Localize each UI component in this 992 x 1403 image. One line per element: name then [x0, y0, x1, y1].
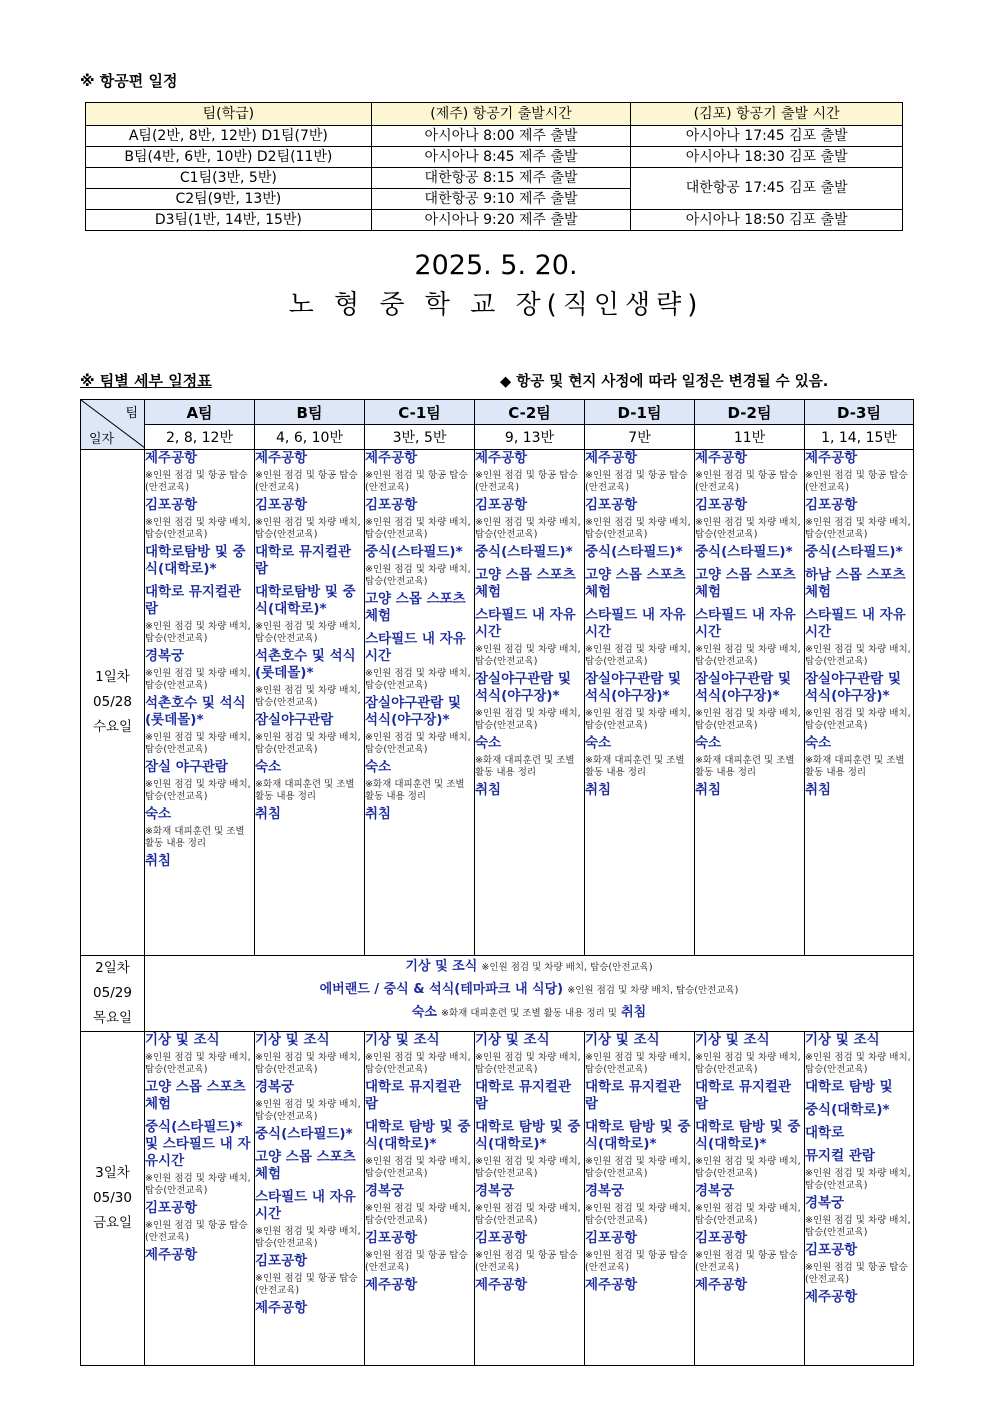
schedule-item: 제주공항 [365, 450, 418, 466]
schedule-note: ※인원 점검 및 차량 배치, 탑승(안전교육) [695, 644, 801, 667]
schedule-item: 숙소 [805, 735, 832, 751]
day-label: 2일차 [95, 960, 130, 976]
team-header: C-2팀 [475, 400, 585, 425]
school-signature: 노 형 중 학 교 장(직인생략) [288, 290, 704, 320]
schedule-item: 중식(스타필드)* 및 스타필드 내 자유시간 [145, 1119, 251, 1169]
flight-row [86, 147, 903, 168]
schedule-note: ※인원 점검 및 차량 배치, 탑승(안전교육) [695, 708, 801, 731]
item-spacer [255, 823, 364, 829]
schedule-note: ※인원 점검 및 항공 탑승(안전교육) [805, 470, 908, 493]
schedule-note: ※인원 점검 및 차량 배치, 탑승(안전교육) [585, 517, 691, 540]
schedule-item: 기상 및 조식 [585, 1032, 660, 1048]
day2-plan: 에버랜드 / 중식 & 석식(테마파크 내 식당) [319, 982, 564, 997]
item-spacer [475, 799, 584, 805]
schedule-note: ※화재 대피훈련 및 조별 활동 내용 정리 [585, 755, 685, 778]
schedule-item: 석촌호수 및 석식(롯데몰)* [145, 695, 246, 728]
schedule-item: 대학로 뮤지컬관람 [475, 1079, 571, 1112]
schedule-note: ※인원 점검 및 차량 배치, 탑승(안전교육) [475, 1156, 581, 1179]
item-spacer [585, 1294, 694, 1300]
item-spacer [145, 870, 254, 876]
team-classes: 1, 14, 15반 [805, 425, 914, 450]
schedule-item: 제주공항 [695, 450, 748, 466]
schedule-note: ※인원 점검 및 항공 탑승(안전교육) [145, 1220, 248, 1243]
schedule-item: 취침 [585, 782, 612, 798]
schedule-note: ※인원 점검 및 차량 배치, 탑승(안전교육) [145, 1173, 251, 1196]
day2-note: ※인원 점검 및 차량 배치, 탑승(안전교육) [481, 962, 653, 973]
day1-team-cell [695, 450, 805, 956]
document-date: 2025. 5. 20. [414, 250, 578, 281]
day2-plan: 숙소 [411, 1005, 437, 1020]
schedule-item: 대학로탐방 및 중식(대학로)* [145, 544, 246, 577]
schedule-item: 고양 스몹 스포츠체험 [695, 567, 796, 600]
schedule-note: ※인원 점검 및 항공 탑승(안전교육) [365, 1250, 468, 1273]
schedule-note: ※인원 점검 및 차량 배치, 탑승(안전교육) [585, 1052, 691, 1075]
schedule-item: 제주공항 [365, 1277, 418, 1293]
day2-note: ※화재 대피훈련 및 조별 활동 내용 정리 및 [441, 1008, 617, 1019]
schedule-note: ※화재 대피훈련 및 조별 활동 내용 정리 [365, 779, 465, 802]
schedule-note: ※인원 점검 및 차량 배치, 탑승(안전교육) [365, 732, 471, 755]
schedule-note: ※인원 점검 및 항공 탑승(안전교육) [805, 1262, 908, 1285]
schedule-item: 기상 및 조식 [805, 1032, 880, 1048]
day1-team-cell [585, 450, 695, 956]
schedule-item: 뮤지컬 관람 [805, 1148, 875, 1164]
item-spacer [145, 1264, 254, 1270]
flight-table [85, 102, 903, 231]
schedule-item: 제주공항 [145, 450, 198, 466]
flight-departure: 대한항공 9:10 제주 출발 [371, 189, 631, 210]
schedule-note: ※인원 점검 및 항공 탑승(안전교육) [695, 1250, 798, 1273]
schedule-item: 대학로 [805, 1125, 845, 1141]
flight-row [86, 168, 903, 189]
corner-cell [81, 400, 145, 450]
flight-header-row [86, 103, 903, 126]
day3-team-cell [695, 1032, 805, 1366]
day1-team-cell [805, 450, 914, 956]
schedule-item: 취침 [365, 806, 392, 822]
schedule-item: 대학로 뮤지컬관람 [145, 584, 241, 617]
schedule-note: ※인원 점검 및 항공 탑승(안전교육) [585, 470, 688, 493]
schedule-item: 김포공항 [475, 1230, 528, 1246]
schedule-note: ※인원 점검 및 항공 탑승(안전교육) [475, 1250, 578, 1273]
flight-section-title: ※ 항공편 일정 [80, 72, 178, 90]
item-spacer [475, 1294, 584, 1300]
day2-label-cell [81, 956, 145, 1032]
schedule-note: ※인원 점검 및 차량 배치, 탑승(안전교육) [365, 668, 471, 691]
schedule-item: 잠실야구관람 및 석식(야구장)* [475, 671, 571, 704]
schedule-note: ※화재 대피훈련 및 조별 활동 내용 정리 [255, 779, 355, 802]
flight-return: 아시아나 17:45 김포 출발 [631, 126, 903, 147]
change-notice: ◆ 항공 및 현지 사정에 따라 일정은 변경될 수 있음. [500, 374, 829, 390]
flight-departure: 아시아나 9:20 제주 출발 [371, 210, 631, 231]
schedule-item: 잠실야구관람 및 석식(야구장)* [695, 671, 791, 704]
schedule-item: 제주공항 [695, 1277, 748, 1293]
schedule-item: 스타필드 내 자유시간 [805, 607, 906, 640]
schedule-item: 잠실야구관람 및 석식(야구장)* [585, 671, 681, 704]
schedule-item: 대학로 탐방 및 중식(대학로)* [365, 1119, 471, 1152]
corner-team-label: 팀 [125, 406, 138, 421]
schedule-item: 대학로 뮤지컬관람 [585, 1079, 681, 1112]
day-date: 05/29 [93, 985, 132, 1001]
schedule-item: 김포공항 [365, 1230, 418, 1246]
schedule-item: 중식(대학로)* [805, 1102, 890, 1118]
team-header: B팀 [255, 400, 365, 425]
schedule-item: 김포공항 [145, 1200, 198, 1216]
day3-team-cell [145, 1032, 255, 1366]
flight-departure: 대한항공 8:15 제주 출발 [371, 168, 631, 189]
schedule-item: 대학로 탐방 및 중식(대학로)* [475, 1119, 581, 1152]
schedule-item: 제주공항 [585, 450, 638, 466]
schedule-item: 김포공항 [805, 497, 858, 513]
schedule-item: 고양 스몹 스포츠체험 [365, 591, 466, 624]
team-header: C-1팀 [365, 400, 475, 425]
day2-line [145, 979, 913, 1002]
schedule-note: ※인원 점검 및 차량 배치, 탑승(안전교육) [585, 708, 691, 731]
schedule-note: ※인원 점검 및 차량 배치, 탑승(안전교육) [365, 1156, 471, 1179]
schedule-note: ※인원 점검 및 차량 배치, 탑승(안전교육) [255, 685, 361, 708]
flight-departure: 아시아나 8:45 제주 출발 [371, 147, 631, 168]
schedule-note: ※인원 점검 및 차량 배치, 탑승(안전교육) [805, 644, 911, 667]
schedule-item: 기상 및 조식 [365, 1032, 440, 1048]
schedule-note: ※인원 점검 및 차량 배치, 탑승(안전교육) [145, 779, 251, 802]
team-classes: 4, 6, 10반 [255, 425, 365, 450]
day1-team-cell [255, 450, 365, 956]
schedule-item: 잠실 야구관람 [145, 759, 228, 775]
team-classes: 7반 [585, 425, 695, 450]
flight-header-team: 팀(학급) [86, 103, 372, 126]
schedule-note: ※인원 점검 및 항공 탑승(안전교육) [255, 1273, 358, 1296]
corner-day-label: 일자 [89, 432, 115, 447]
schedule-item: 스타필드 내 자유시간 [475, 607, 576, 640]
schedule-item: 취침 [805, 782, 832, 798]
schedule-item: 취침 [255, 806, 282, 822]
schedule-item: 대학로 뮤지컬관람 [695, 1079, 791, 1112]
schedule-note: ※인원 점검 및 항공 탑승(안전교육) [475, 470, 578, 493]
day1-team-cell [145, 450, 255, 956]
schedule-item: 경복궁 [255, 1079, 295, 1095]
schedule-item: 김포공항 [255, 1253, 308, 1269]
day-weekday: 수요일 [92, 719, 133, 735]
day3-label-cell [81, 1032, 145, 1366]
item-spacer [585, 799, 694, 805]
day-weekday: 목요일 [92, 1010, 133, 1026]
schedule-item: 기상 및 조식 [145, 1032, 220, 1048]
team-classes: 3반, 5반 [365, 425, 475, 450]
schedule-item: 제주공항 [145, 1247, 198, 1263]
schedule-note: ※인원 점검 및 차량 배치, 탑승(안전교육) [475, 1052, 581, 1075]
schedule-item: 고양 스몹 스포츠체험 [145, 1079, 246, 1112]
schedule-item: 스타필드 내 자유시간 [365, 631, 466, 664]
schedule-item: 대학로 탐방 및 중식(대학로)* [585, 1119, 691, 1152]
schedule-note: ※인원 점검 및 항공 탑승(안전교육) [585, 1250, 688, 1273]
schedule-note: ※인원 점검 및 항공 탑승(안전교육) [145, 470, 248, 493]
schedule-note: ※인원 점검 및 차량 배치, 탑승(안전교육) [475, 517, 581, 540]
day-label: 3일차 [95, 1165, 130, 1181]
schedule-note: ※인원 점검 및 차량 배치, 탑승(안전교육) [255, 621, 361, 644]
schedule-note: ※인원 점검 및 차량 배치, 탑승(안전교육) [585, 1203, 691, 1226]
schedule-item: 숙소 [145, 806, 172, 822]
schedule-note: ※화재 대피훈련 및 조별 활동 내용 정리 [145, 826, 245, 849]
schedule-item: 대학로 뮤지컬관람 [365, 1079, 461, 1112]
team-header: A팀 [145, 400, 255, 425]
schedule-item: 김포공항 [695, 1230, 748, 1246]
schedule-note: ※화재 대피훈련 및 조별 활동 내용 정리 [695, 755, 795, 778]
flight-team: C2팀(9반, 13반) [86, 189, 372, 210]
schedule-item: 중식(스타필드)* [255, 1126, 353, 1142]
schedule-note: ※인원 점검 및 차량 배치, 탑승(안전교육) [255, 732, 361, 755]
flight-team: D3팀(1반, 14반, 15반) [86, 210, 372, 231]
schedule-note: ※인원 점검 및 차량 배치, 탑승(안전교육) [695, 1052, 801, 1075]
schedule-note: ※인원 점검 및 차량 배치, 탑승(안전교육) [805, 1052, 911, 1075]
flight-row [86, 210, 903, 231]
team-header: D-2팀 [695, 400, 805, 425]
schedule-note: ※인원 점검 및 차량 배치, 탑승(안전교육) [695, 1203, 801, 1226]
schedule-item: 고양 스몹 스포츠체험 [255, 1149, 356, 1182]
day2-note: ※인원 점검 및 차량 배치, 탑승(안전교육) [567, 985, 739, 996]
schedule-note: ※인원 점검 및 차량 배치, 탑승(안전교육) [695, 517, 801, 540]
schedule-note: ※인원 점검 및 항공 탑승(안전교육) [365, 470, 468, 493]
schedule-item: 기상 및 조식 [255, 1032, 330, 1048]
detail-section-title: ※ 팀별 세부 일정표 [80, 372, 212, 390]
schedule-note: ※인원 점검 및 차량 배치, 탑승(안전교육) [585, 644, 691, 667]
schedule-item: 김포공항 [805, 1242, 858, 1258]
day-date: 05/28 [93, 694, 132, 710]
item-spacer [695, 1294, 804, 1300]
schedule-note: ※인원 점검 및 차량 배치, 탑승(안전교육) [365, 1203, 471, 1226]
schedule-item: 제주공항 [475, 1277, 528, 1293]
day3-team-cell [365, 1032, 475, 1366]
schedule-item: 하남 스몹 스포츠체험 [805, 567, 906, 600]
team-header: D-3팀 [805, 400, 914, 425]
item-spacer [365, 1294, 474, 1300]
schedule-item: 잠실야구관람 [255, 712, 334, 728]
schedule-item: 경복궁 [145, 648, 185, 664]
schedule-item: 제주공항 [585, 1277, 638, 1293]
schedule-item: 숙소 [585, 735, 612, 751]
schedule-note: ※인원 점검 및 항공 탑승(안전교육) [255, 470, 358, 493]
schedule-item: 대학로 탐방 및 중식(대학로)* [695, 1119, 801, 1152]
day3-team-cell [255, 1032, 365, 1366]
schedule-item: 제주공항 [255, 1300, 308, 1316]
schedule-note: ※화재 대피훈련 및 조별 활동 내용 정리 [475, 755, 575, 778]
schedule-note: ※인원 점검 및 차량 배치, 탑승(안전교육) [145, 1052, 251, 1075]
day3-team-cell [805, 1032, 914, 1366]
schedule-note: ※인원 점검 및 차량 배치, 탑승(안전교육) [365, 564, 471, 587]
schedule-item: 취침 [475, 782, 502, 798]
schedule-item: 대학로탐방 및 중식(대학로)* [255, 584, 356, 617]
schedule-note: ※인원 점검 및 차량 배치, 탑승(안전교육) [695, 1156, 801, 1179]
day1-team-cell [365, 450, 475, 956]
day1-team-cell [475, 450, 585, 956]
schedule-note: ※인원 점검 및 차량 배치, 탑승(안전교육) [805, 1168, 911, 1191]
day3-row [81, 1032, 914, 1366]
team-header: D-1팀 [585, 400, 695, 425]
day2-common-schedule [145, 956, 914, 1032]
schedule-item: 경복궁 [475, 1183, 515, 1199]
schedule-note: ※인원 점검 및 차량 배치, 탑승(안전교육) [255, 1099, 361, 1122]
schedule-item: 취침 [695, 782, 722, 798]
schedule-item: 경복궁 [585, 1183, 625, 1199]
day-label: 1일차 [95, 669, 130, 685]
item-spacer [805, 1306, 913, 1312]
schedule-note: ※인원 점검 및 차량 배치, 탑승(안전교육) [145, 668, 251, 691]
schedule-item: 대학로 뮤지컬관람 [255, 544, 351, 577]
flight-team: B팀(4반, 6반, 10반) D2팀(11반) [86, 147, 372, 168]
schedule-note: ※인원 점검 및 항공 탑승(안전교육) [695, 470, 798, 493]
schedule-note: ※인원 점검 및 차량 배치, 탑승(안전교육) [145, 732, 251, 755]
schedule-item: 제주공항 [805, 450, 858, 466]
schedule-item: 숙소 [695, 735, 722, 751]
schedule-item: 김포공항 [695, 497, 748, 513]
schedule-item: 숙소 [475, 735, 502, 751]
schedule-note: ※인원 점검 및 차량 배치, 탑승(안전교육) [145, 621, 251, 644]
day-weekday: 금요일 [92, 1215, 133, 1231]
schedule-note: ※인원 점검 및 차량 배치, 탑승(안전교육) [805, 1215, 911, 1238]
item-spacer [255, 1317, 364, 1323]
schedule-item: 기상 및 조식 [695, 1032, 770, 1048]
day2-plan: 기상 및 조식 [405, 959, 478, 974]
schedule-note: ※인원 점검 및 차량 배치, 탑승(안전교육) [475, 708, 581, 731]
schedule-item: 숙소 [365, 759, 392, 775]
schedule-item: 중식(스타필드)* [695, 544, 793, 560]
item-spacer [805, 799, 913, 805]
schedule-item: 잠실야구관람 및 석식(야구장)* [365, 695, 461, 728]
schedule-note: ※인원 점검 및 차량 배치, 탑승(안전교육) [255, 1052, 361, 1075]
schedule-item: 기상 및 조식 [475, 1032, 550, 1048]
schedule-item: 취침 [145, 853, 172, 869]
class-row [81, 425, 914, 450]
flight-return: 아시아나 18:30 김포 출발 [631, 147, 903, 168]
schedule-item: 스타필드 내 자유시간 [255, 1189, 356, 1222]
schedule-note: ※인원 점검 및 차량 배치, 탑승(안전교육) [805, 517, 911, 540]
schedule-item: 스타필드 내 자유시간 [585, 607, 686, 640]
schedule-note: ※화재 대피훈련 및 조별 활동 내용 정리 [805, 755, 905, 778]
schedule-note: ※인원 점검 및 차량 배치, 탑승(안전교육) [585, 1156, 691, 1179]
schedule-note: ※인원 점검 및 차량 배치, 탑승(안전교육) [365, 517, 471, 540]
schedule-item: 경복궁 [365, 1183, 405, 1199]
schedule-item: 김포공항 [255, 497, 308, 513]
flight-departure: 아시아나 8:00 제주 출발 [371, 126, 631, 147]
flight-header-return: (김포) 항공기 출발 시간 [631, 103, 903, 126]
day2-line [145, 956, 913, 979]
team-schedule-table [80, 399, 914, 1366]
day1-row [81, 450, 914, 956]
flight-team: A팀(2반, 8반, 12반) D1팀(7반) [86, 126, 372, 147]
flight-return: 대한항공 17:45 김포 출발 [631, 168, 903, 210]
schedule-item: 스타필드 내 자유시간 [695, 607, 796, 640]
schedule-note: ※인원 점검 및 차량 배치, 탑승(안전교육) [475, 1203, 581, 1226]
schedule-item: 제주공항 [805, 1289, 858, 1305]
schedule-item: 잠실야구관람 및 석식(야구장)* [805, 671, 901, 704]
team-classes: 11반 [695, 425, 805, 450]
schedule-note: ※인원 점검 및 차량 배치, 탑승(안전교육) [145, 517, 251, 540]
schedule-item: 김포공항 [145, 497, 198, 513]
schedule-item: 경복궁 [805, 1195, 845, 1211]
schedule-item: 고양 스몹 스포츠체험 [475, 567, 576, 600]
day2-row [81, 956, 914, 1032]
team-header-row [81, 400, 914, 425]
day1-label-cell [81, 450, 145, 956]
schedule-item: 김포공항 [475, 497, 528, 513]
day3-team-cell [475, 1032, 585, 1366]
flight-header-departure: (제주) 항공기 출발시간 [371, 103, 631, 126]
schedule-item: 김포공항 [365, 497, 418, 513]
schedule-item: 대학로 탐방 및 [805, 1079, 893, 1095]
schedule-item: 제주공항 [475, 450, 528, 466]
schedule-note: ※인원 점검 및 차량 배치, 탑승(안전교육) [255, 517, 361, 540]
item-spacer [365, 823, 474, 829]
schedule-note: ※인원 점검 및 차량 배치, 탑승(안전교육) [805, 708, 911, 731]
team-classes: 2, 8, 12반 [145, 425, 255, 450]
item-spacer [695, 799, 804, 805]
schedule-item: 중식(스타필드)* [475, 544, 573, 560]
schedule-item: 경복궁 [695, 1183, 735, 1199]
schedule-note: ※인원 점검 및 차량 배치, 탑승(안전교육) [365, 1052, 471, 1075]
schedule-item: 중식(스타필드)* [365, 544, 463, 560]
schedule-item: 제주공항 [255, 450, 308, 466]
schedule-item: 고양 스몹 스포츠체험 [585, 567, 686, 600]
day2-line [145, 1002, 913, 1025]
flight-team: C1팀(3반, 5반) [86, 168, 372, 189]
schedule-note: ※인원 점검 및 차량 배치, 탑승(안전교육) [475, 644, 581, 667]
schedule-item: 중식(스타필드)* [585, 544, 683, 560]
flight-row [86, 126, 903, 147]
schedule-item: 석촌호수 및 석식(롯데몰)* [255, 648, 356, 681]
day2-plan-tail: 취침 [621, 1005, 647, 1020]
schedule-item: 숙소 [255, 759, 282, 775]
schedule-item: 중식(스타필드)* [805, 544, 903, 560]
flight-return: 아시아나 18:50 김포 출발 [631, 210, 903, 231]
day-date: 05/30 [93, 1190, 132, 1206]
schedule-item: 김포공항 [585, 1230, 638, 1246]
team-classes: 9, 13반 [475, 425, 585, 450]
schedule-item: 김포공항 [585, 497, 638, 513]
day3-team-cell [585, 1032, 695, 1366]
schedule-note: ※인원 점검 및 차량 배치, 탑승(안전교육) [255, 1226, 361, 1249]
